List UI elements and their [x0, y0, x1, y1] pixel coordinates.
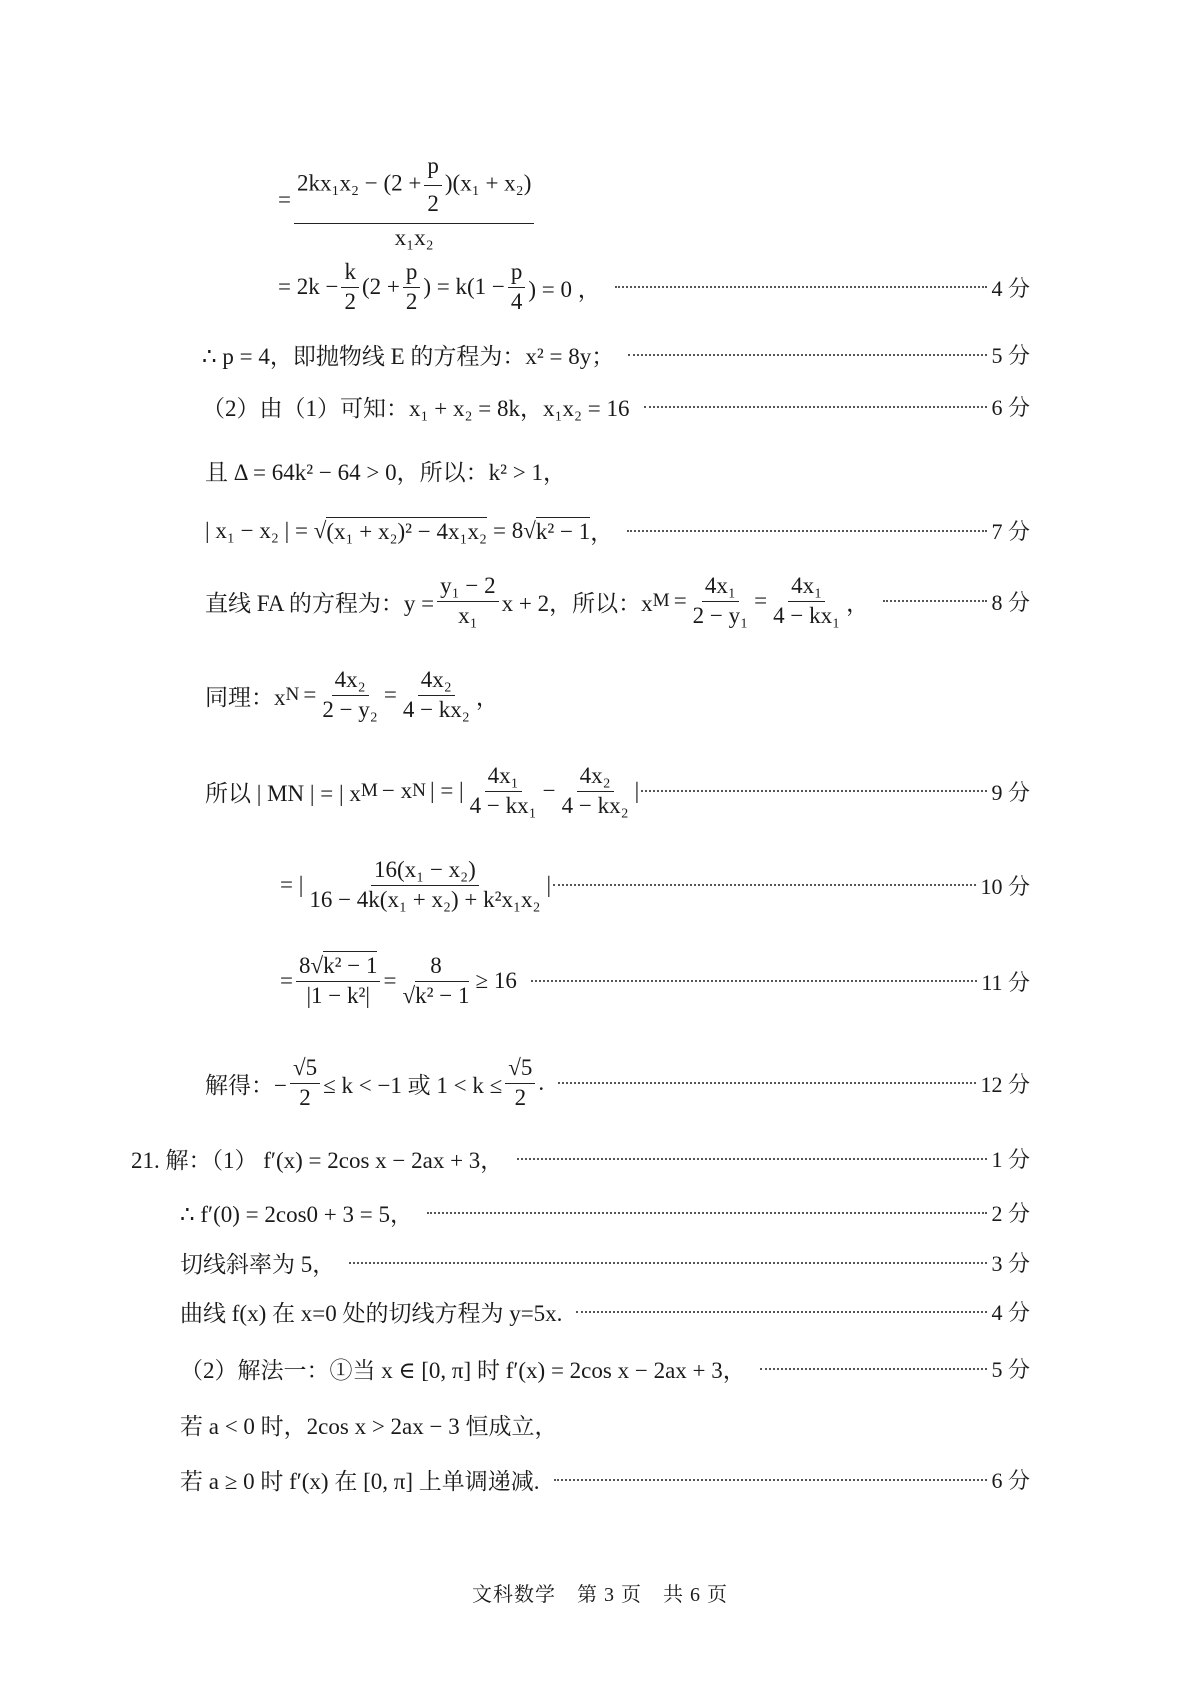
text: 21. 解：（1） f′(x) = 2cos x − 2ax + 3，: [131, 1148, 504, 1173]
text: |: [546, 872, 552, 898]
text: = |: [280, 872, 304, 898]
denominator: [399, 982, 472, 1011]
fraction: [505, 1054, 535, 1113]
score-label: 6 分: [991, 395, 1030, 420]
text: =: [673, 588, 687, 614]
fraction: [559, 762, 632, 821]
denominator: 2: [405, 288, 418, 314]
fraction: [770, 572, 843, 631]
leader-dots: [427, 1212, 988, 1214]
numerator: p: [403, 258, 421, 288]
denominator: 2 − y₁: [692, 602, 749, 628]
leader-dots: [531, 980, 977, 982]
score-label: 10 分: [980, 873, 1030, 899]
text: ∴ f′(0) = 2cos0 + 3 = 5，: [180, 1202, 413, 1227]
numerator: [294, 148, 534, 224]
text: =: [280, 968, 293, 994]
equation-line-7: [205, 572, 1030, 631]
leader-dots: [553, 884, 976, 886]
num-text: )(x₁ + x₂): [444, 170, 532, 196]
text: (2 +: [361, 274, 400, 300]
page-footer: 文科数学 第 3 页 共 6 页: [472, 1584, 728, 1606]
leader-dots: [628, 354, 987, 356]
numerator: p: [508, 258, 526, 288]
equals: =: [278, 187, 291, 213]
fraction: [319, 666, 381, 725]
score-label: 12 分: [980, 1071, 1030, 1097]
score-label: 4 分: [991, 1300, 1030, 1325]
denominator: 4 − kx₂: [402, 696, 470, 722]
denominator: 4: [510, 288, 523, 314]
num-text: 2kx₁x₂ − (2 +: [296, 170, 422, 196]
text: 且 Δ = 64k² − 64 > 0，所以：k² > 1，: [205, 460, 566, 485]
fraction: [294, 148, 534, 252]
denominator: x₁x₂: [394, 224, 434, 250]
equation-line-11: [280, 952, 1030, 1011]
leader-dots: [641, 790, 987, 792]
fraction: [437, 572, 499, 631]
radicand: k² − 1: [535, 518, 591, 544]
equation-line-9: [205, 762, 1030, 821]
text: |: [634, 778, 640, 804]
score-label: 4 分: [991, 275, 1030, 301]
radicand: (x₁ + x₂)² − 4x₁x₂: [326, 518, 488, 544]
text: =: [383, 968, 397, 994]
fraction: [690, 572, 752, 631]
leader-dots: [576, 1311, 987, 1313]
numerator: √5: [505, 1054, 535, 1084]
score-label: 1 分: [991, 1147, 1030, 1172]
equation-line-19: [180, 1463, 1030, 1496]
fraction: [467, 762, 540, 821]
numerator: 16(x₁ − x₂): [371, 856, 479, 886]
equation-line-5: [205, 454, 566, 487]
leader-dots: [615, 286, 988, 288]
text: （2）解法一：①当 x ∈ [0, π] 时 f′(x) = 2cos x − 2ax + 3，: [180, 1358, 746, 1383]
text: ≤ k < −1 或 1 < k ≤: [323, 1072, 503, 1098]
leader-dots: [349, 1262, 987, 1264]
subscript: N: [285, 684, 300, 706]
equation-line-18: [180, 1408, 558, 1441]
equation-line-8: [205, 666, 499, 725]
denominator: |1 − k²|: [306, 982, 371, 1008]
equation-line-6: [205, 514, 1030, 547]
text: −: [542, 778, 556, 804]
numerator: 8: [427, 952, 445, 982]
subscript: N: [412, 780, 426, 802]
text: = 2k −: [278, 274, 339, 300]
denominator: x₁: [458, 602, 478, 628]
text: ∴ p = 4，即抛物线 E 的方程为：x² = 8y；: [202, 344, 615, 369]
denominator: 4 − kx₁: [773, 602, 841, 628]
text: 若 a < 0 时，2cos x > 2ax − 3 恒成立，: [180, 1414, 558, 1439]
text: =: [303, 682, 317, 708]
numerator: √5: [290, 1054, 320, 1084]
score-label: 7 分: [991, 519, 1030, 544]
score-label: 6 分: [991, 1468, 1030, 1493]
text: .: [538, 1070, 545, 1096]
numerator: 4x₂: [332, 666, 369, 696]
text: 若 a ≥ 0 时 f′(x) 在 [0, π] 上单调递减.: [180, 1469, 540, 1494]
equation-line-13: [131, 1142, 1030, 1175]
numerator: 4x₁: [485, 762, 522, 792]
numerator: 4x₂: [418, 666, 455, 696]
score-label: 5 分: [991, 1357, 1030, 1382]
text: = 8√: [493, 517, 536, 543]
text: 切线斜率为 5，: [180, 1252, 336, 1277]
equation-line-16: [180, 1295, 1030, 1328]
numerator: 4x₂: [577, 762, 614, 792]
leader-dots: [627, 530, 987, 532]
text: （2）由（1）可知：x₁ + x₂ = 8k，x₁x₂ = 16: [202, 396, 630, 421]
equation-line-10: [280, 856, 1030, 915]
denominator: 2: [514, 1084, 527, 1110]
equation-line-14: [180, 1196, 1030, 1229]
score-label: 2 分: [991, 1201, 1030, 1226]
denominator: 4 − kx₁: [469, 792, 537, 818]
equation-line-1: [278, 148, 537, 252]
denominator: 2: [427, 190, 439, 216]
denominator: 2: [344, 288, 356, 314]
fraction: [341, 258, 359, 317]
radicand: k² − 1: [323, 953, 378, 978]
fraction: [403, 258, 421, 317]
numerator: 4x₁: [702, 572, 739, 602]
text: ，: [590, 520, 614, 545]
text: 曲线 f(x) 在 x=0 处的切线方程为 y=5x.: [180, 1301, 563, 1326]
subscript: M: [360, 780, 378, 802]
text: ) = k(1 −: [423, 274, 505, 300]
radicand: k² − 1: [415, 982, 470, 1008]
denominator: 4 − kx₂: [561, 792, 629, 818]
text: =: [383, 682, 397, 708]
text: − x: [381, 778, 413, 804]
equation-line-2: [278, 258, 1030, 317]
text: 直线 FA 的方程为：y =: [205, 590, 435, 616]
score-label: 11 分: [981, 969, 1030, 995]
fraction: [306, 856, 543, 915]
leader-dots: [517, 1158, 987, 1160]
text: ) = 0 ，: [528, 276, 601, 302]
text: 8√: [298, 953, 324, 978]
numerator: k: [341, 258, 359, 288]
text: 解得：−: [205, 1072, 287, 1098]
subscript: M: [652, 590, 670, 612]
text: 所以 | MN | = | x: [205, 780, 361, 806]
text: ，: [475, 684, 499, 710]
text: 同理：x: [205, 684, 286, 710]
numerator: p: [424, 148, 442, 186]
score-label: 9 分: [991, 779, 1030, 805]
leader-dots: [644, 406, 988, 408]
fraction: [399, 952, 472, 1011]
equation-line-3: [202, 338, 1030, 371]
equation-line-17: [180, 1352, 1030, 1385]
denominator: 2 − y₂: [322, 696, 378, 722]
score-label: 3 分: [991, 1251, 1030, 1276]
text: =: [754, 588, 768, 614]
numerator: 4x₁: [788, 572, 825, 602]
text: ≥ 16: [475, 968, 517, 994]
text: | = |: [429, 778, 464, 804]
leader-dots: [558, 1082, 976, 1084]
denominator: 16 − 4k(x₁ + x₂) + k²x₁x₂: [309, 886, 541, 912]
score-label: 5 分: [991, 343, 1030, 368]
fraction: [508, 258, 526, 317]
text: | x₁ − x₂ | = √: [205, 517, 327, 543]
equation-line-12: [205, 1054, 1030, 1113]
denominator: 2: [299, 1084, 311, 1110]
equation-line-15: [180, 1246, 1030, 1279]
text: x + 2，所以：x: [501, 590, 653, 616]
leader-dots: [554, 1479, 988, 1481]
leader-dots: [760, 1368, 988, 1370]
text: √: [402, 982, 416, 1008]
score-label: 8 分: [991, 589, 1030, 615]
text: ，: [846, 590, 870, 616]
fraction: [400, 666, 473, 725]
numerator: y₁ − 2: [437, 572, 499, 602]
leader-dots: [883, 600, 987, 602]
fraction: [296, 952, 381, 1011]
numerator: [296, 952, 381, 982]
equation-line-4: [202, 390, 1030, 423]
fraction: [290, 1054, 320, 1113]
